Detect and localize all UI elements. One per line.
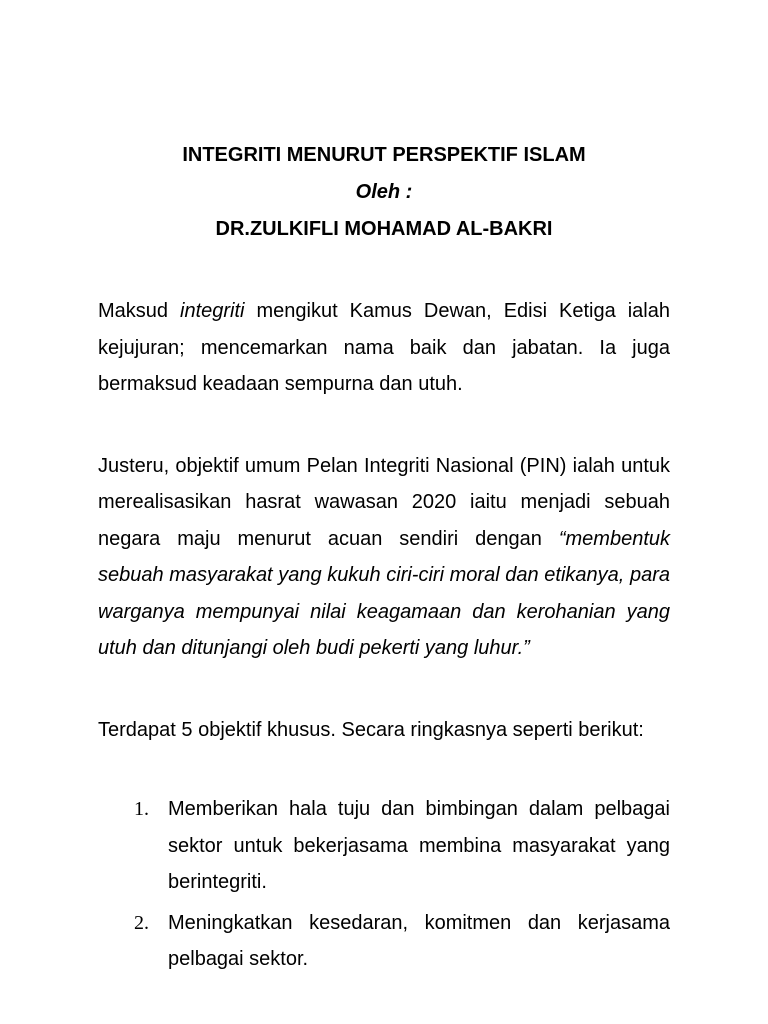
list-item-number: 1.	[134, 798, 149, 820]
paragraph-definition-pre: Maksud	[98, 300, 181, 322]
list-item	[98, 791, 670, 901]
paragraph-specific-objectives: Terdapat 5 objektif khusus. Secara ringkasnya seperti berikut:	[98, 718, 644, 741]
objectives-list	[98, 791, 670, 978]
document-title: INTEGRITI MENURUT PERSPEKTIF ISLAM	[182, 144, 586, 166]
paragraph-objective-quote: “membentuk sebuah masyarakat yang kukuh ciri-ciri moral dan etikanya, para warganya mempunyai nilai keagamaan dan kerohanian yang utuh dan ditunjangi oleh budi pekerti yang luhur.”	[98, 527, 670, 659]
author-name: DR.ZULKIFLI MOHAMAD AL-BAKRI	[215, 218, 553, 240]
term-integriti: integriti	[180, 300, 245, 322]
paragraph-objective-text: Justeru, objektif umum Pelan Integriti Nasional (PIN) ialah untuk merealisasikan hasrat wawasan 2020 iaitu menjadi sebuah negara maju menurut acuan sendiri dengan	[98, 454, 670, 550]
byline-label: Oleh :	[355, 181, 413, 203]
document-page	[98, 137, 670, 978]
list-item-text: Meningkatkan kesedaran, komitmen dan kerjasama pelbagai sektor.	[168, 911, 670, 970]
list-item-number: 2.	[134, 911, 149, 934]
paragraph-definition-post: mengikut Kamus Dewan, Edisi Ketiga ialah kejujuran; mencemarkan nama baik dan jabatan. Ia juga bermaksud keadaan sempurna dan utuh.	[98, 300, 670, 395]
paragraph-objective	[98, 448, 670, 667]
list-item-text: Memberikan hala tuju dan bimbingan dalam pelbagai sektor untuk bekerjasama membina masyarakat yang berintegriti.	[168, 798, 670, 893]
paragraph-definition	[98, 293, 670, 403]
list-item	[98, 905, 670, 978]
